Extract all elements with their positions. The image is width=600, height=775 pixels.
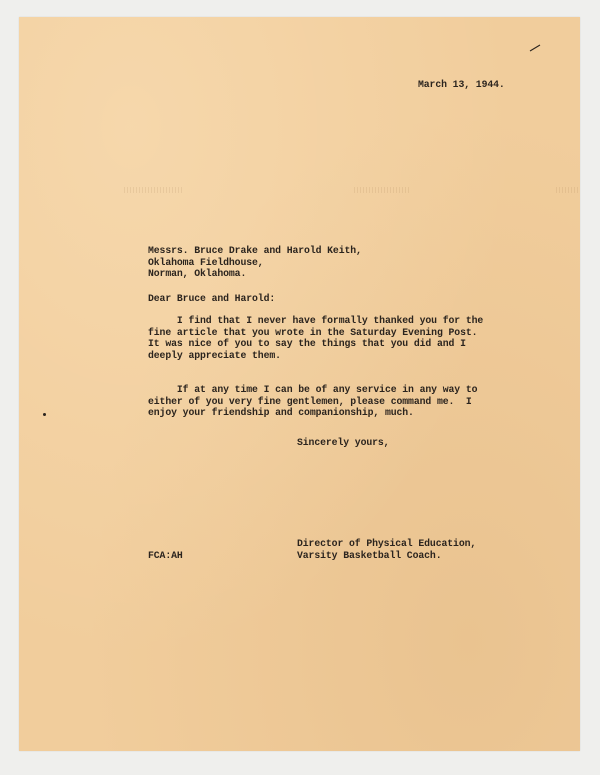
address-line: Norman, Oklahoma. [148, 268, 247, 279]
paragraph-line: fine article that you wrote in the Saturday Evening Post. [148, 326, 478, 338]
hole-dot [43, 413, 46, 416]
body-paragraph-2 [148, 384, 477, 419]
recipient-address [148, 245, 362, 280]
paragraph-line: I find that I never have formally thanked you for the [148, 315, 484, 326]
title-line: Varsity Basketball Coach. [297, 549, 442, 561]
typist-initials: FCA:AH [148, 550, 183, 561]
letter-date: March 13, 1944. [418, 79, 505, 90]
paragraph-line: deeply appreciate them. [148, 349, 281, 361]
ink-bleed-mark [556, 187, 580, 193]
check-mark-icon [529, 44, 541, 52]
title-line: Director of Physical Education, [297, 538, 477, 549]
paragraph-line: either of you very fine gentlemen, please command me. I [148, 395, 472, 407]
ink-bleed-mark [354, 187, 409, 193]
paragraph-line: If at any time I can be of any service in any way to [148, 384, 478, 395]
ink-bleed-mark [124, 187, 184, 193]
paragraph-line: enjoy your friendship and companionship, much. [148, 407, 414, 418]
address-line: Messrs. Bruce Drake and Harold Keith, [148, 245, 362, 256]
paragraph-line: It was nice of you to say the things that you did and I [148, 338, 466, 349]
address-line: Oklahoma Fieldhouse, [148, 256, 264, 268]
salutation: Dear Bruce and Harold: [148, 293, 276, 304]
closing: Sincerely yours, [297, 437, 390, 448]
signature-title [297, 538, 476, 561]
letter-page [19, 17, 580, 751]
body-paragraph-1 [148, 315, 483, 361]
